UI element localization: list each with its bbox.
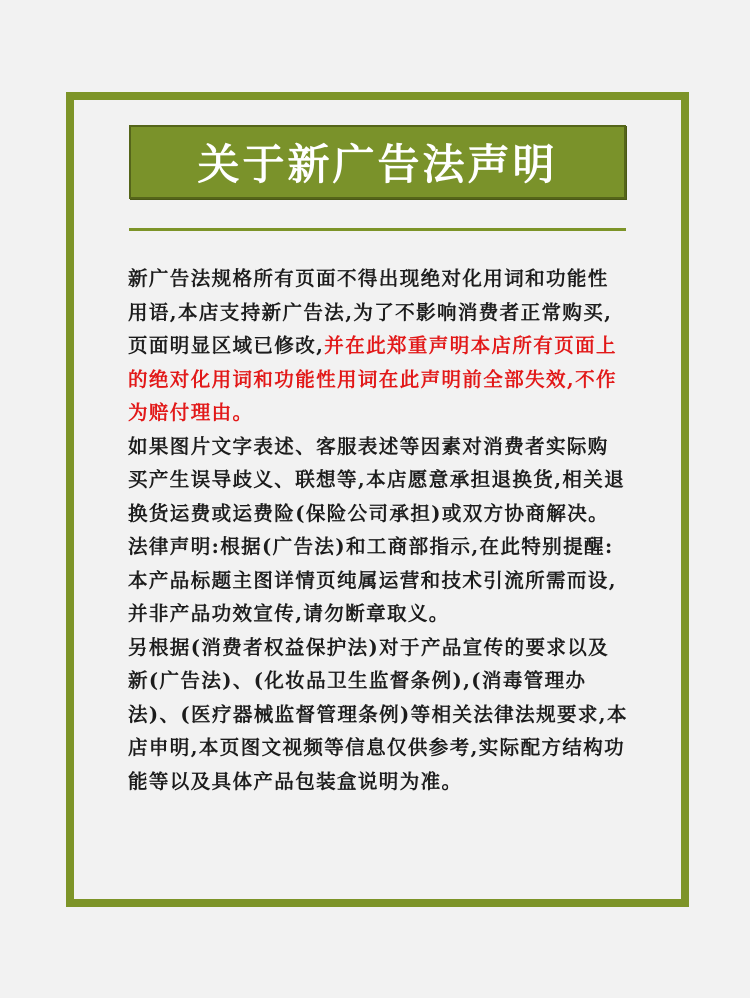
paragraph-ad-law-text: 新广告法规格所有页面不得出现绝对化用词和功能性用语,本店支持新广告法,为了不影响消费者正常购买,页面明显区域已修改, [128, 267, 613, 357]
paragraph-returns: 如果图片文字表述、客服表述等因素对消费者实际购买产生误导歧义、联想等,本店愿意承担退换货,相关退换货运费或运费险(保险公司承担)或双方协商解决。 [128, 434, 626, 525]
paragraph-consumer-law: 另根据(消费者权益保护法)对于产品宣传的要求以及新(广告法)、(化妆品卫生监督条例),(消毒管理办法)、(医疗器械监督管理条例)等相关法律法规要求,本店申明,本页图文视频等信息仅供参考,实际配方结构功能等以及具体产品包装盒说明为准。 [128, 635, 628, 793]
title-banner [129, 125, 626, 199]
paragraph-ad-law-highlight: 并在此郑重声明本店所有页面上的绝对化用词和功能性用词在此声明前全部失效,不作为赔付理由。 [128, 334, 617, 424]
page-title: 关于新广告法声明 [197, 140, 558, 189]
paragraph-legal-statement: 法律声明:根据(广告法)和工商部指示,在此特别提醒:本产品标题主图详情页纯属运营和技术引流所需而设,并非产品功效宣传,请勿断章取义。 [128, 535, 617, 625]
title-divider [129, 228, 626, 231]
paragraph-ad-law [128, 262, 628, 430]
statement-body [128, 262, 628, 798]
